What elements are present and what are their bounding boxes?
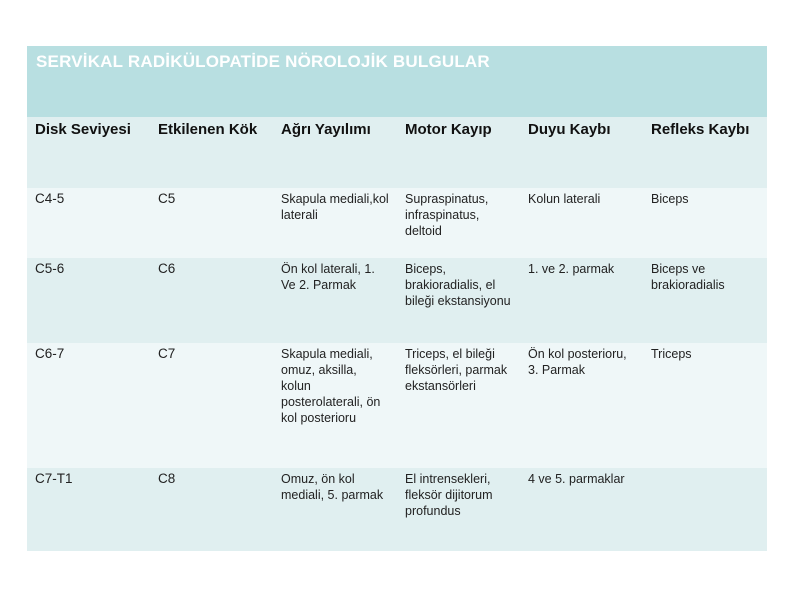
header-row xyxy=(27,117,767,188)
cell-sensory-loss: Kolun laterali xyxy=(528,192,601,206)
cell-motor-loss: Biceps, brakioradialis, el bileği ekstansiyonu xyxy=(405,262,511,308)
table-title: SERVİKAL RADİKÜLOPATİDE NÖROLOJİK BULGULAR xyxy=(27,46,767,117)
cell-reflex-loss: Biceps ve brakioradialis xyxy=(651,262,725,292)
cell-motor-loss: Triceps, el bileği fleksörleri, parmak ekstansörleri xyxy=(405,347,508,393)
cell-disk-level: C7-T1 xyxy=(35,471,73,486)
cell-affected-root: C8 xyxy=(158,471,176,486)
cell-disk-level: C4-5 xyxy=(35,191,65,206)
header-affected-root: Etkilenen Kök xyxy=(158,121,258,138)
cell-affected-root: C5 xyxy=(158,191,176,206)
header-sensory-loss: Duyu Kaybı xyxy=(528,121,611,138)
cell-pain-radiation: Skapula mediali, omuz, aksilla, kolun posterolaterali, ön kol posterioru xyxy=(281,347,381,425)
table-row xyxy=(27,468,767,551)
table-row xyxy=(27,343,767,468)
header-disk-level: Disk Seviyesi xyxy=(35,121,131,138)
cell-pain-radiation: Ön kol laterali, 1. Ve 2. Parmak xyxy=(281,262,375,292)
header-motor-loss: Motor Kayıp xyxy=(405,121,492,138)
cell-sensory-loss: 4 ve 5. parmaklar xyxy=(528,472,625,486)
cell-reflex-loss: Triceps xyxy=(651,347,692,361)
cell-motor-loss: El intrensekleri, fleksör dijitorum profundus xyxy=(405,472,493,518)
cell-affected-root: C6 xyxy=(158,261,176,276)
cell-sensory-loss: Ön kol posterioru, 3. Parmak xyxy=(528,347,627,377)
cell-reflex-loss xyxy=(643,468,767,551)
cell-pain-radiation: Omuz, ön kol mediali, 5. parmak xyxy=(281,472,384,502)
table-row xyxy=(27,258,767,343)
cell-motor-loss: Supraspinatus, infraspinatus, deltoid xyxy=(405,192,489,238)
cell-disk-level: C5-6 xyxy=(35,261,65,276)
table-row xyxy=(27,188,767,258)
header-pain-radiation: Ağrı Yayılımı xyxy=(281,121,371,138)
header-reflex-loss: Refleks Kaybı xyxy=(651,121,750,138)
cell-reflex-loss: Biceps xyxy=(651,192,689,206)
cell-sensory-loss: 1. ve 2. parmak xyxy=(528,262,615,276)
neurologic-findings-table xyxy=(27,46,767,551)
cell-disk-level: C6-7 xyxy=(35,346,65,361)
cell-affected-root: C7 xyxy=(158,346,176,361)
cell-pain-radiation: Skapula mediali,kol laterali xyxy=(281,192,389,222)
